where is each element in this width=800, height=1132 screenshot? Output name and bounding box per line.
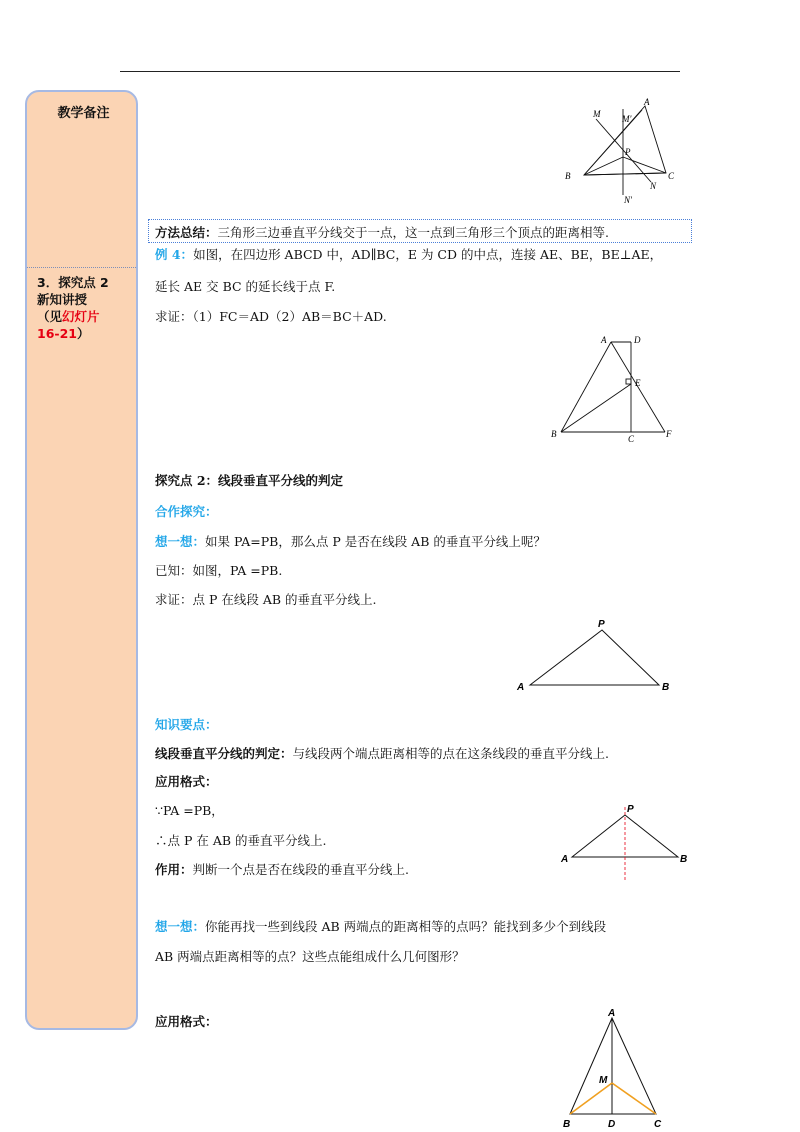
theorem: 线段垂直平分线的判定：与线段两个端点距离相等的点在这条线段的垂直平分线上. [155, 746, 609, 761]
example4-line3: 求证：（1）FC＝AD（2）AB＝BC＋AD. [155, 309, 387, 324]
fig2-label-a: A [601, 335, 607, 345]
triangle-pab-figure [512, 615, 677, 695]
fig5-label-b: B [563, 1119, 571, 1130]
fig1-label-m: M [593, 109, 601, 119]
triangle-pab-bisector-figure [558, 802, 693, 882]
section2-heading: 探究点 2：线段垂直平分线的判定 [155, 473, 344, 488]
triangle-perpendicular-bisectors-figure [560, 95, 675, 210]
sidebar-section [37, 274, 137, 342]
fig2-label-d: D [634, 335, 641, 345]
isosceles-triangle-abc-figure [555, 1003, 675, 1132]
format-label: 应用格式： [155, 774, 218, 789]
think-question: 想一想：如果 PA=PB，那么点 P 是否在线段 AB 的垂直平分线上呢？ [155, 534, 546, 549]
sidebar-divider [27, 267, 136, 268]
therefore-line: ∴点 P 在 AB 的垂直平分线上. [155, 833, 327, 848]
sidebar-slide-range: 16-21） [37, 326, 90, 341]
fig3-label-b: B [662, 682, 670, 693]
knowledge-label: 知识要点： [155, 717, 218, 732]
fig5-label-a: A [608, 1008, 616, 1019]
fig1-label-n-prime: N' [624, 195, 632, 205]
fig5-label-m: M [599, 1075, 608, 1086]
fig2-label-f: F [666, 429, 672, 439]
fig1-label-b: B [565, 171, 571, 181]
fig2-label-b: B [551, 429, 557, 439]
fig3-label-a: A [517, 682, 525, 693]
think2-line1: 想一想：你能再找一些到线段 AB 两端点的距离相等的点吗？能找到多少个到线段 [155, 919, 607, 934]
method-summary: 方法总结：三角形三边垂直平分线交于一点，这一点到三角形三个顶点的距离相等. [155, 225, 609, 240]
sidebar-section-number: 3．探究点 2 [37, 275, 109, 290]
fig1-label-c: C [668, 171, 675, 181]
fig3-label-p: P [598, 619, 605, 630]
fig1-label-a: A [644, 97, 650, 107]
example4-line2: 延长 AE 交 BC 的延长线于点 F. [155, 279, 336, 294]
fig2-label-e: E [635, 378, 641, 388]
sidebar-title: 教学备注 [57, 106, 110, 121]
think2-line2: AB 两端点距离相等的点？这些点能组成什么几何图形？ [155, 949, 465, 964]
fig1-label-p: P [625, 147, 631, 157]
fig4-label-b: B [680, 854, 688, 865]
format2-label: 应用格式： [155, 1014, 218, 1029]
teaching-notes-sidebar [25, 90, 138, 1030]
fig2-label-c: C [628, 434, 635, 444]
header-rule [120, 71, 680, 72]
quadrilateral-abcd-figure [545, 332, 675, 447]
fig5-label-d: D [608, 1119, 616, 1130]
fig1-label-m-prime: M' [622, 114, 632, 124]
prove-statement: 求证：点 P 在线段 AB 的垂直平分线上. [155, 592, 377, 607]
sidebar-section-title: 新知讲授 [37, 292, 88, 307]
use-line: 作用：判断一个点是否在线段的垂直平分线上. [155, 862, 409, 877]
given-statement: 已知：如图，PA =PB. [155, 563, 283, 578]
fig5-label-c: C [654, 1119, 662, 1130]
fig4-label-a: A [561, 854, 569, 865]
example4-line1: 例 4：如图，在四边形 ABCD 中，AD∥BC，E 为 CD 的中点，连接 AE、BE，BE⊥AE， [155, 247, 663, 262]
fig1-label-n: N [650, 181, 657, 191]
coop-label: 合作探究： [155, 504, 218, 519]
because-line: ∵PA =PB， [155, 803, 224, 818]
fig4-label-p: P [627, 804, 634, 815]
sidebar-slide-ref: （见幻灯片 [37, 309, 100, 324]
